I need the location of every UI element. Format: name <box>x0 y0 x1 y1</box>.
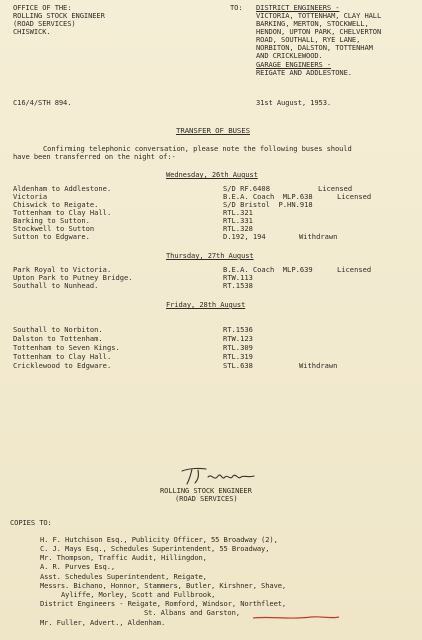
route-cell: Tottenham to Clay Hall. <box>13 208 112 217</box>
from-line-1: OFFICE OF THE: <box>13 3 72 12</box>
route-cell: Chiswick to Reigate. <box>13 200 99 209</box>
table-row <box>13 362 111 370</box>
bus-code-cell: RTL.331 <box>223 216 253 225</box>
copy-recipient: Mr. Fuller, Advert., Aldenham. <box>40 618 166 627</box>
bus-code-cell: RTW.123 <box>223 334 253 343</box>
signatory-department: (ROAD SERVICES) <box>175 494 238 503</box>
section-heading-thursday: Thursday, 27th August <box>166 251 254 260</box>
note-cell: Licensed <box>318 184 353 193</box>
bus-code-cell: RT.1536 <box>223 325 253 334</box>
reference: C16/4/STH 894. <box>13 98 72 107</box>
copies-label: COPIES TO: <box>10 518 52 527</box>
from-line-4: CHISWICK. <box>13 27 51 36</box>
copy-recipient: St. Albans and Garston, <box>144 608 240 617</box>
from-line-2: ROLLING STOCK ENGINEER <box>13 11 105 20</box>
route-cell: Dalston to Tottenham. <box>13 334 103 343</box>
copy-recipient: Mr. Thompson, Traffic Audit, Hillingdon, <box>40 553 207 562</box>
section-heading-wednesday: Wednesday, 26th August <box>166 170 258 179</box>
table-row <box>13 282 98 290</box>
intro-line-2: have been transferred on the night of:- <box>13 152 176 161</box>
to-line-1: DISTRICT ENGINEERS - <box>256 3 340 12</box>
copy-recipient: H. F. Hutchison Esq., Publicity Officer, 55 Broadway (2), <box>40 535 278 544</box>
signatory-title: ROLLING STOCK ENGINEER <box>160 486 252 495</box>
to-label: TO: <box>230 3 243 12</box>
copy-recipient: Ayliffe, Morley, Scott and Fullbrook, <box>61 590 216 599</box>
bus-code-cell: RTL.328 <box>223 224 253 233</box>
document-title: TRANSFER OF BUSES <box>176 126 250 135</box>
to-line-4: HENDON, UPTON PARK, CHELVERTON <box>256 27 382 36</box>
copy-recipient: Asst. Schedules Superintendent, Reigate, <box>40 572 207 581</box>
to-line-7: AND CRICKLEWOOD. <box>256 51 323 60</box>
note-cell: Licensed <box>337 265 372 274</box>
note-cell: Licensed <box>337 192 372 201</box>
copy-recipient: Messrs. Bichano, Honnor, Stammers, Butler, Kirshner, Shave, <box>40 581 287 590</box>
date: 31st August, 1953. <box>256 98 332 107</box>
to-line-2: VICTORIA, TOTTENHAM, CLAY HALL <box>256 11 382 20</box>
route-cell: Tottenham to Seven Kings. <box>13 343 120 352</box>
route-cell: Cricklewood to Edgware. <box>13 361 112 370</box>
bus-code-cell: B.E.A. Coach MLP.639 <box>223 265 313 274</box>
bus-code-cell: RT.1538 <box>223 281 253 290</box>
route-cell: Victoria <box>13 192 48 201</box>
intro-line-1: Confirming telephonic conversation, please note the following buses should <box>43 144 352 153</box>
copy-recipient: District Engineers - Reigate, Romford, Windsor, Northfleet, <box>40 599 287 608</box>
bus-code-cell: RTL.309 <box>223 343 253 352</box>
route-cell: Aldenham to Addlestone. <box>13 184 112 193</box>
note-cell: Withdrawn <box>299 361 338 370</box>
to-line-8: GARAGE ENGINEERS - <box>256 60 332 69</box>
bus-code-cell: S/D RF.6408 <box>223 184 270 193</box>
route-cell: Stockwell to Sutton <box>13 224 95 233</box>
route-cell: Southall to Nunhead. <box>13 281 99 290</box>
route-cell: Southall to Norbiton. <box>13 325 103 334</box>
copy-recipient: C. J. Mays Esq., Schedules Superintendent, 55 Broadway, <box>40 544 270 553</box>
route-cell: Upton Park to Putney Bridge. <box>13 273 133 282</box>
bus-code-cell: RTL.321 <box>223 208 253 217</box>
bus-code-cell: STL.638 <box>223 361 253 370</box>
route-cell: Park Royal to Victoria. <box>13 265 112 274</box>
copy-recipient: A. R. Purves Esq., <box>40 562 116 571</box>
bus-code-cell: D.192, 194 <box>223 232 266 241</box>
route-cell: Sutton to Edgware. <box>13 232 90 241</box>
red-pen-mark <box>251 606 341 612</box>
from-line-3: (ROAD SERVICES) <box>13 19 76 28</box>
route-cell: Tottenham to Clay Hall. <box>13 352 112 361</box>
route-cell: Barking to Sutton. <box>13 216 90 225</box>
to-line-6: NORBITON, DALSTON, TOTTENHAM <box>256 43 373 52</box>
red-underline-icon <box>251 615 341 621</box>
section-heading-friday: Friday, 28th August <box>166 300 246 309</box>
note-cell: Withdrawn <box>299 232 338 241</box>
bus-code-cell: B.E.A. Coach MLP.638 <box>223 192 313 201</box>
to-line-9: REIGATE AND ADDLESTONE. <box>256 68 352 77</box>
bus-code-cell: RTL.319 <box>223 352 253 361</box>
bus-code-cell: RTW.113 <box>223 273 253 282</box>
table-row <box>13 233 90 241</box>
to-line-5: ROAD, SOUTHALL, RYE LANE, <box>256 35 361 44</box>
handwritten-signature-icon <box>178 465 258 487</box>
signature-image <box>178 465 258 487</box>
bus-code-cell: S/D Bristol P.HN.918 <box>223 200 313 209</box>
to-line-3: BARKING, MERTON, STOCKWELL, <box>256 19 369 28</box>
